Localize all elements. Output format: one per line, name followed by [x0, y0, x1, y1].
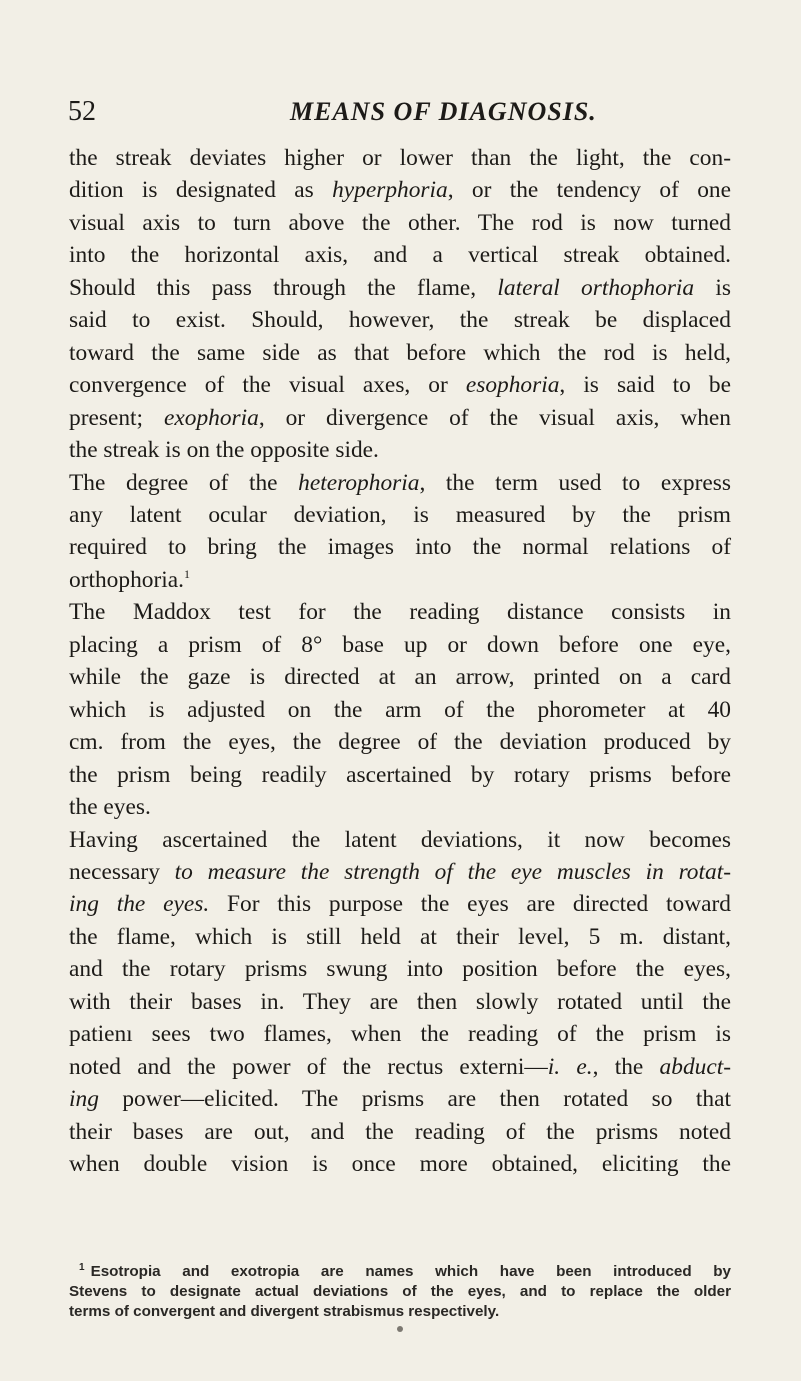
text-line: The Maddox test for the reading distance consists in — [69, 599, 731, 626]
paragraph — [69, 824, 731, 1181]
page-number: 52 — [68, 96, 96, 127]
text-line: ing the eyes. For this purpose the eyes are directed toward — [69, 891, 731, 918]
text-line: while the gaze is directed at an arrow, printed on a card — [69, 664, 731, 691]
text-line: the flame, which is still held at their level, 5 m. distant, — [69, 923, 731, 950]
text-line: the prism being readily ascertained by rotary prisms before — [69, 761, 731, 788]
text-line: required to bring the images into the normal relations of — [69, 534, 731, 561]
text-line: the streak is on the opposite side. — [69, 437, 379, 464]
ink-spot — [397, 1326, 403, 1332]
text-line: orthophoria. — [69, 566, 184, 593]
text-line: placing a prism of 8° base up or down before one eye, — [69, 631, 731, 658]
footnote-text: Esotropia and exotropia are names which have been introduced by — [90, 1263, 731, 1280]
text-line: noted and the power of the rectus externi—i. e., the abduct- — [69, 1053, 731, 1080]
text-line: and the rotary prisms swung into position before the eyes, — [69, 956, 731, 983]
footnote-line: terms of convergent and divergent strabismus respectively. — [69, 1303, 500, 1320]
text-line: ing power—elicited. The prisms are then rotated so that — [69, 1086, 731, 1113]
text-line: convergence of the visual axes, or esophoria, is said to be — [69, 372, 731, 399]
text-line: said to exist. Should, however, the streak be displaced — [69, 307, 731, 334]
paragraph — [69, 467, 731, 597]
footnote-line: Stevens to designate actual deviations of the eyes, and to replace the older — [69, 1283, 731, 1300]
text-line: the eyes. — [69, 794, 151, 821]
text-line: toward the same side as that before which the rod is held, — [69, 339, 731, 366]
text-line: with their bases in. They are then slowly rotated until the — [69, 988, 731, 1015]
text-line: necessary to measure the strength of the eye muscles in rotat- — [69, 858, 731, 885]
footnote-marker: 1 — [79, 1261, 85, 1273]
body-text — [69, 142, 731, 1181]
text-line: when double vision is once more obtained, eliciting the — [69, 1151, 731, 1178]
footnote-line — [69, 1262, 731, 1282]
text-line: any latent ocular deviation, is measured by the prism — [69, 501, 731, 528]
text-line: The degree of the heterophoria, the term used to express — [69, 469, 731, 496]
text-line: present; exophoria, or divergence of the visual axis, when — [69, 404, 731, 431]
text-line: dition is designated as hyperphoria, or the tendency of one — [69, 177, 731, 204]
text-line: Having ascertained the latent deviations, it now becomes — [69, 826, 731, 853]
text-line: which is adjusted on the arm of the phorometer at 40 — [69, 696, 731, 723]
footnote — [69, 1262, 731, 1322]
page-header — [0, 92, 801, 132]
text-line: their bases are out, and the reading of the prisms noted — [69, 1118, 731, 1145]
paragraph — [69, 596, 731, 823]
text-line: patienı sees two flames, when the reading of the prism is — [69, 1021, 731, 1048]
text-line: cm. from the eyes, the degree of the deviation produced by — [69, 729, 731, 756]
text-line-with-footnote — [69, 564, 731, 596]
text-line: visual axis to turn above the other. The rod is now turned — [69, 209, 731, 236]
text-line: into the horizontal axis, and a vertical streak obtained. — [69, 242, 731, 269]
running-head: MEANS OF DIAGNOSIS. — [290, 97, 597, 126]
text-line: the streak deviates higher or lower than the light, the con- — [69, 145, 731, 171]
footnote-reference: 1 — [183, 567, 190, 582]
paragraph — [69, 142, 731, 467]
text-line: Should this pass through the flame, lateral orthophoria is — [69, 274, 731, 301]
